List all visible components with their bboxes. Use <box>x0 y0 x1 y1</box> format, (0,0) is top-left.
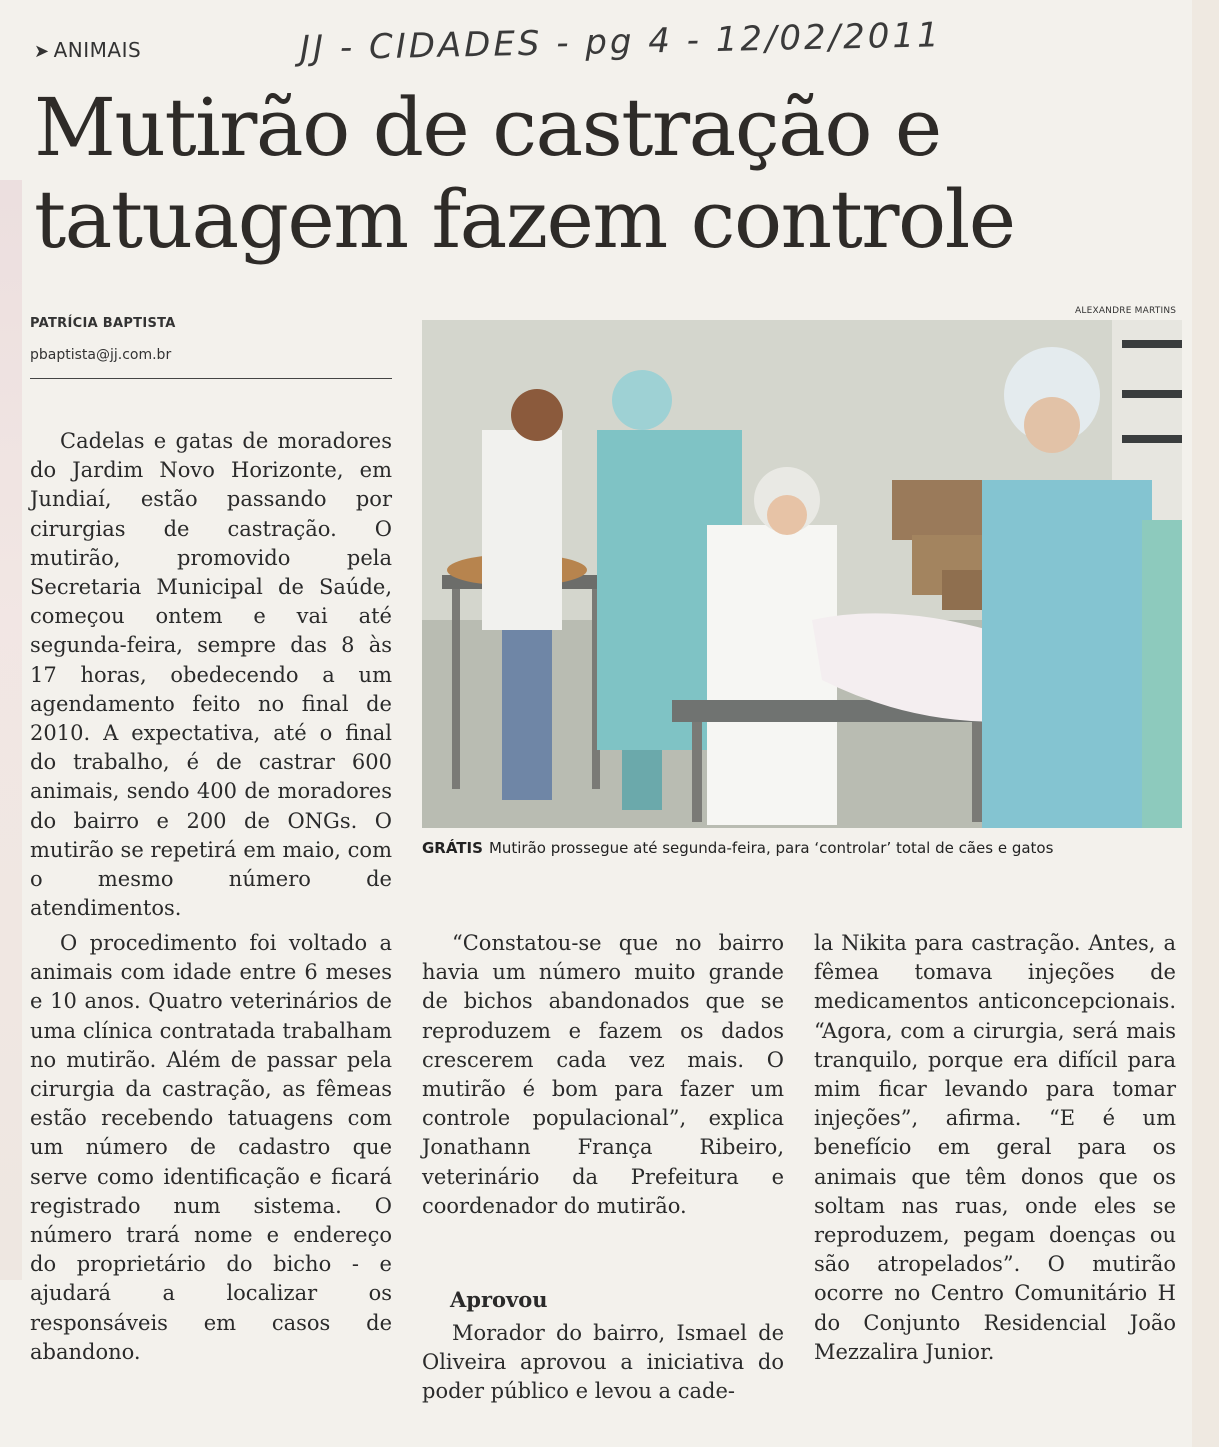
caption-lead: GRÁTIS <box>422 839 483 857</box>
body-paragraph-col3: la Nikita para castração. Antes, a fêmea tomava injeções de medicamentos anticoncepcionais. “Agora, com a cirurgia, será mais tranquilo, porque era difícil para mim ficar levando para tomar injeções”, afirma. “E é um benefício em geral para os animais que têm donos que os soltam nas ruas, onde eles se reproduzem, pegam doenças ou são atropelados”. O mutirão ocorre no Centro Comunitário H do Conjunto Residencial João Mezzalira Junior. <box>814 931 1176 1364</box>
adjacent-page-bleed <box>0 180 22 1280</box>
section-kicker: ➤ ANIMAIS <box>34 38 142 62</box>
photo-caption <box>422 839 1202 857</box>
byline-email: pbaptista@jj.com.br <box>30 347 172 363</box>
byline-author: PATRÍCIA BAPTISTA <box>30 316 176 331</box>
article-photo <box>422 320 1182 828</box>
body-column-3 <box>814 929 1176 1367</box>
body-paragraph-3: “Constatou-se que no bairro havia um número muito grande de bichos abandonados que se reproduzem e fazem os dados crescerem cada vez mais. O mutirão é bom para fazer um controle populacional”, explica Jonathann França Ribeiro, veterinário da Prefeitura e coordenador do mutirão. <box>422 931 784 1218</box>
body-column-1-top <box>30 427 392 923</box>
headline: Mutirão de castração e tatuagem fazem controle <box>34 81 1015 266</box>
body-column-2-bottom <box>422 1319 784 1407</box>
handwritten-source-note: JJ - CIDADES - pg 4 - 12/02/2011 <box>299 15 943 69</box>
body-paragraph-aprovou: Morador do bairro, Ismael de Oliveira aprovou a iniciativa do poder público e levou a cade- <box>422 1321 784 1404</box>
body-column-1-bottom <box>30 929 392 1367</box>
surgery-scene-illustration <box>422 320 1182 828</box>
subhead-aprovou: Aprovou <box>450 1287 548 1312</box>
arrow-right-icon: ➤ <box>34 41 50 62</box>
photo-credit: ALEXANDRE MARTINS <box>1075 306 1177 316</box>
caption-text: Mutirão prossegue até segunda-feira, para ‘controlar’ total de cães e gatos <box>488 839 1054 857</box>
body-paragraph-2: O procedimento foi voltado a animais com idade entre 6 meses e 10 anos. Quatro veterinários de uma clínica contratada trabalham no mutirão. Além de passar pela cirurgia da castração, as fêmeas estão recebendo tatuagens com um número de cadastro que serve como identificação e ficará registrado num sistema. O número trará nome e endereço do proprietário do bicho - e ajudará a localizar os responsáveis em casos de abandono. <box>30 931 392 1364</box>
byline-divider <box>30 378 392 379</box>
body-paragraph-1: Cadelas e gatas de moradores do Jardim Novo Horizonte, em Jundiaí, estão passando por cirurgias de castração. O mutirão, promovido pela Secretaria Municipal de Saúde, começou ontem e vai até segunda-feira, sempre das 8 às 17 horas, obedecendo a um agendamento feito no final de 2010. A expectativa, até o final do trabalho, é de castrar 600 animais, sendo 400 de moradores do bairro e 200 de ONGs. O mutirão se repetirá em maio, com o mesmo número de atendimentos. <box>30 429 392 921</box>
body-column-2 <box>422 929 784 1221</box>
adjacent-column-bleed <box>1192 0 1219 1447</box>
